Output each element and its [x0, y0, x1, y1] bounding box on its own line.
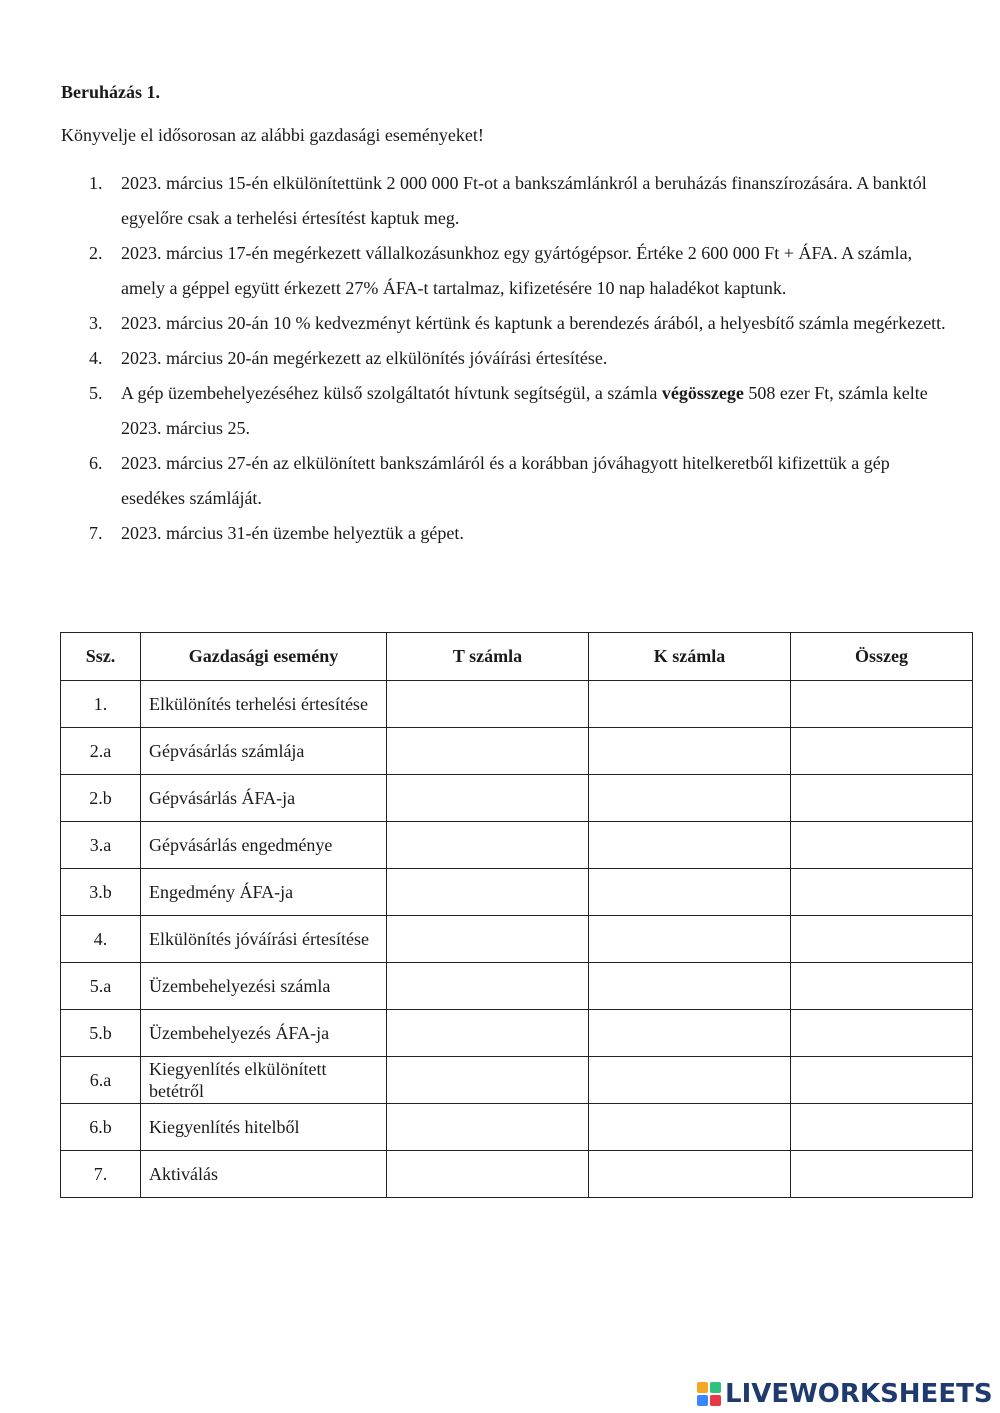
event-description-cell: Gépvásárlás számlája: [141, 728, 387, 775]
amount-input[interactable]: [791, 869, 973, 916]
event-number: 1.: [89, 173, 103, 193]
credit-account-input[interactable]: [589, 728, 791, 775]
event-text-part: 2023. március 17-én megérkezett vállalkozásunkhoz egy gyártógépsor. Értéke 2 600 000 Ft + ÁFA. A számla, amely a géppel együtt érkezett 27% ÁFA-t tartalmaz, kifizetésére 10 nap haladékot kaptunk.: [121, 243, 913, 298]
credit-account-input[interactable]: [589, 775, 791, 822]
header-amount: Összeg: [791, 633, 973, 681]
journal-table: [60, 632, 973, 1198]
credit-account-input[interactable]: [589, 1151, 791, 1198]
event-number: 4.: [89, 348, 103, 368]
row-number-cell: 6.a: [61, 1057, 141, 1104]
credit-account-input[interactable]: [589, 1104, 791, 1151]
amount-input[interactable]: [791, 681, 973, 728]
event-text-part: 2023. március 31-én üzembe helyeztük a gépet.: [121, 523, 464, 543]
table-row: [61, 822, 973, 869]
event-text-part: 2023. március 20-án 10 % kedvezményt kértünk és kaptunk a berendezés árából, a helyesbítő számla megérkezett.: [121, 313, 946, 333]
logo-text: LIVEWORKSHEETS: [725, 1379, 993, 1409]
event-text-part: 508 ezer Ft, számla kelte 2023. március 25.: [121, 383, 928, 438]
debit-account-input[interactable]: [387, 1151, 589, 1198]
event-item: [61, 376, 951, 446]
logo-square-1: [697, 1382, 708, 1393]
logo-square-4: [710, 1395, 721, 1406]
event-item: [61, 166, 951, 236]
event-text: [121, 516, 951, 551]
header-debit-account: T számla: [387, 633, 589, 681]
amount-input[interactable]: [791, 916, 973, 963]
credit-account-input[interactable]: [589, 869, 791, 916]
debit-account-input[interactable]: [387, 869, 589, 916]
event-item: [61, 446, 951, 516]
header-ssz: Ssz.: [61, 633, 141, 681]
event-description-cell: Üzembehelyezés ÁFA-ja: [141, 1010, 387, 1057]
event-description-cell: Aktiválás: [141, 1151, 387, 1198]
event-number: 6.: [89, 453, 103, 473]
logo-mark-icon: [697, 1382, 721, 1406]
row-number-cell: 7.: [61, 1151, 141, 1198]
credit-account-input[interactable]: [589, 1010, 791, 1057]
event-item: [61, 341, 951, 376]
event-description-cell: Kiegyenlítés hitelből: [141, 1104, 387, 1151]
event-description-cell: Elkülönítés terhelési értesítése: [141, 681, 387, 728]
debit-account-input[interactable]: [387, 916, 589, 963]
event-item: [61, 236, 951, 306]
row-number-cell: 3.a: [61, 822, 141, 869]
logo-square-2: [710, 1382, 721, 1393]
event-item: [61, 306, 951, 341]
debit-account-input[interactable]: [387, 728, 589, 775]
table-row: [61, 869, 973, 916]
debit-account-input[interactable]: [387, 1104, 589, 1151]
event-description-cell: Gépvásárlás engedménye: [141, 822, 387, 869]
liveworksheets-logo: [697, 1378, 993, 1410]
instruction-text: Könyvelje el idősorosan az alábbi gazdasági eseményeket!: [61, 125, 484, 145]
event-text-part: 2023. március 27-én az elkülönített bankszámláról és a korábban jóváhagyott hitelkeretből kifizettük a gép esedékes számláját.: [121, 453, 890, 508]
debit-account-input[interactable]: [387, 822, 589, 869]
row-number-cell: 4.: [61, 916, 141, 963]
table-row: [61, 775, 973, 822]
amount-input[interactable]: [791, 1104, 973, 1151]
header-credit-account: K számla: [589, 633, 791, 681]
credit-account-input[interactable]: [589, 963, 791, 1010]
table-row: [61, 916, 973, 963]
event-list: [61, 166, 951, 551]
row-number-cell: 3.b: [61, 869, 141, 916]
event-text: [121, 306, 951, 341]
amount-input[interactable]: [791, 1151, 973, 1198]
table-row: [61, 1151, 973, 1198]
logo-square-3: [697, 1395, 708, 1406]
table-row: [61, 963, 973, 1010]
event-text: [121, 341, 951, 376]
debit-account-input[interactable]: [387, 963, 589, 1010]
row-number-cell: 5.b: [61, 1010, 141, 1057]
amount-input[interactable]: [791, 1057, 973, 1104]
amount-input[interactable]: [791, 775, 973, 822]
event-number: 3.: [89, 313, 103, 333]
event-description-cell: Elkülönítés jóváírási értesítése: [141, 916, 387, 963]
credit-account-input[interactable]: [589, 1057, 791, 1104]
table-row: [61, 1057, 973, 1104]
event-text: [121, 376, 951, 446]
row-number-cell: 5.a: [61, 963, 141, 1010]
page-title: Beruházás 1.: [61, 82, 160, 102]
amount-input[interactable]: [791, 963, 973, 1010]
event-text-part: 2023. március 20-án megérkezett az elkülönítés jóváírási értesítése.: [121, 348, 608, 368]
debit-account-input[interactable]: [387, 775, 589, 822]
row-number-cell: 1.: [61, 681, 141, 728]
debit-account-input[interactable]: [387, 1010, 589, 1057]
table-row: [61, 1010, 973, 1057]
credit-account-input[interactable]: [589, 681, 791, 728]
credit-account-input[interactable]: [589, 822, 791, 869]
event-description-cell: Engedmény ÁFA-ja: [141, 869, 387, 916]
row-number-cell: 6.b: [61, 1104, 141, 1151]
table-row: [61, 1104, 973, 1151]
table-row: [61, 681, 973, 728]
event-number: 5.: [89, 383, 103, 403]
amount-input[interactable]: [791, 1010, 973, 1057]
event-description-cell: Üzembehelyezési számla: [141, 963, 387, 1010]
event-number: 2.: [89, 243, 103, 263]
event-description-cell: Gépvásárlás ÁFA-ja: [141, 775, 387, 822]
event-item: [61, 516, 951, 551]
debit-account-input[interactable]: [387, 1057, 589, 1104]
event-text: [121, 236, 951, 306]
event-number: 7.: [89, 523, 103, 543]
event-text-bold: végösszege: [661, 383, 744, 403]
event-description-cell: Kiegyenlítés elkülönített betétről: [141, 1057, 387, 1104]
credit-account-input[interactable]: [589, 916, 791, 963]
table-header-row: [61, 633, 973, 681]
event-text-part: 2023. március 15-én elkülönítettünk 2 000 000 Ft-ot a bankszámlánkról a beruházás finanszírozására. A banktól egyelőre csak a terhelési értesítést kaptuk meg.: [121, 173, 927, 228]
amount-input[interactable]: [791, 822, 973, 869]
event-text-part: A gép üzembehelyezéséhez külső szolgáltatót hívtunk segítségül, a számla: [121, 383, 662, 403]
event-text: [121, 166, 951, 236]
amount-input[interactable]: [791, 728, 973, 775]
row-number-cell: 2.b: [61, 775, 141, 822]
header-event: Gazdasági esemény: [141, 633, 387, 681]
debit-account-input[interactable]: [387, 681, 589, 728]
event-text: [121, 446, 951, 516]
row-number-cell: 2.a: [61, 728, 141, 775]
table-row: [61, 728, 973, 775]
